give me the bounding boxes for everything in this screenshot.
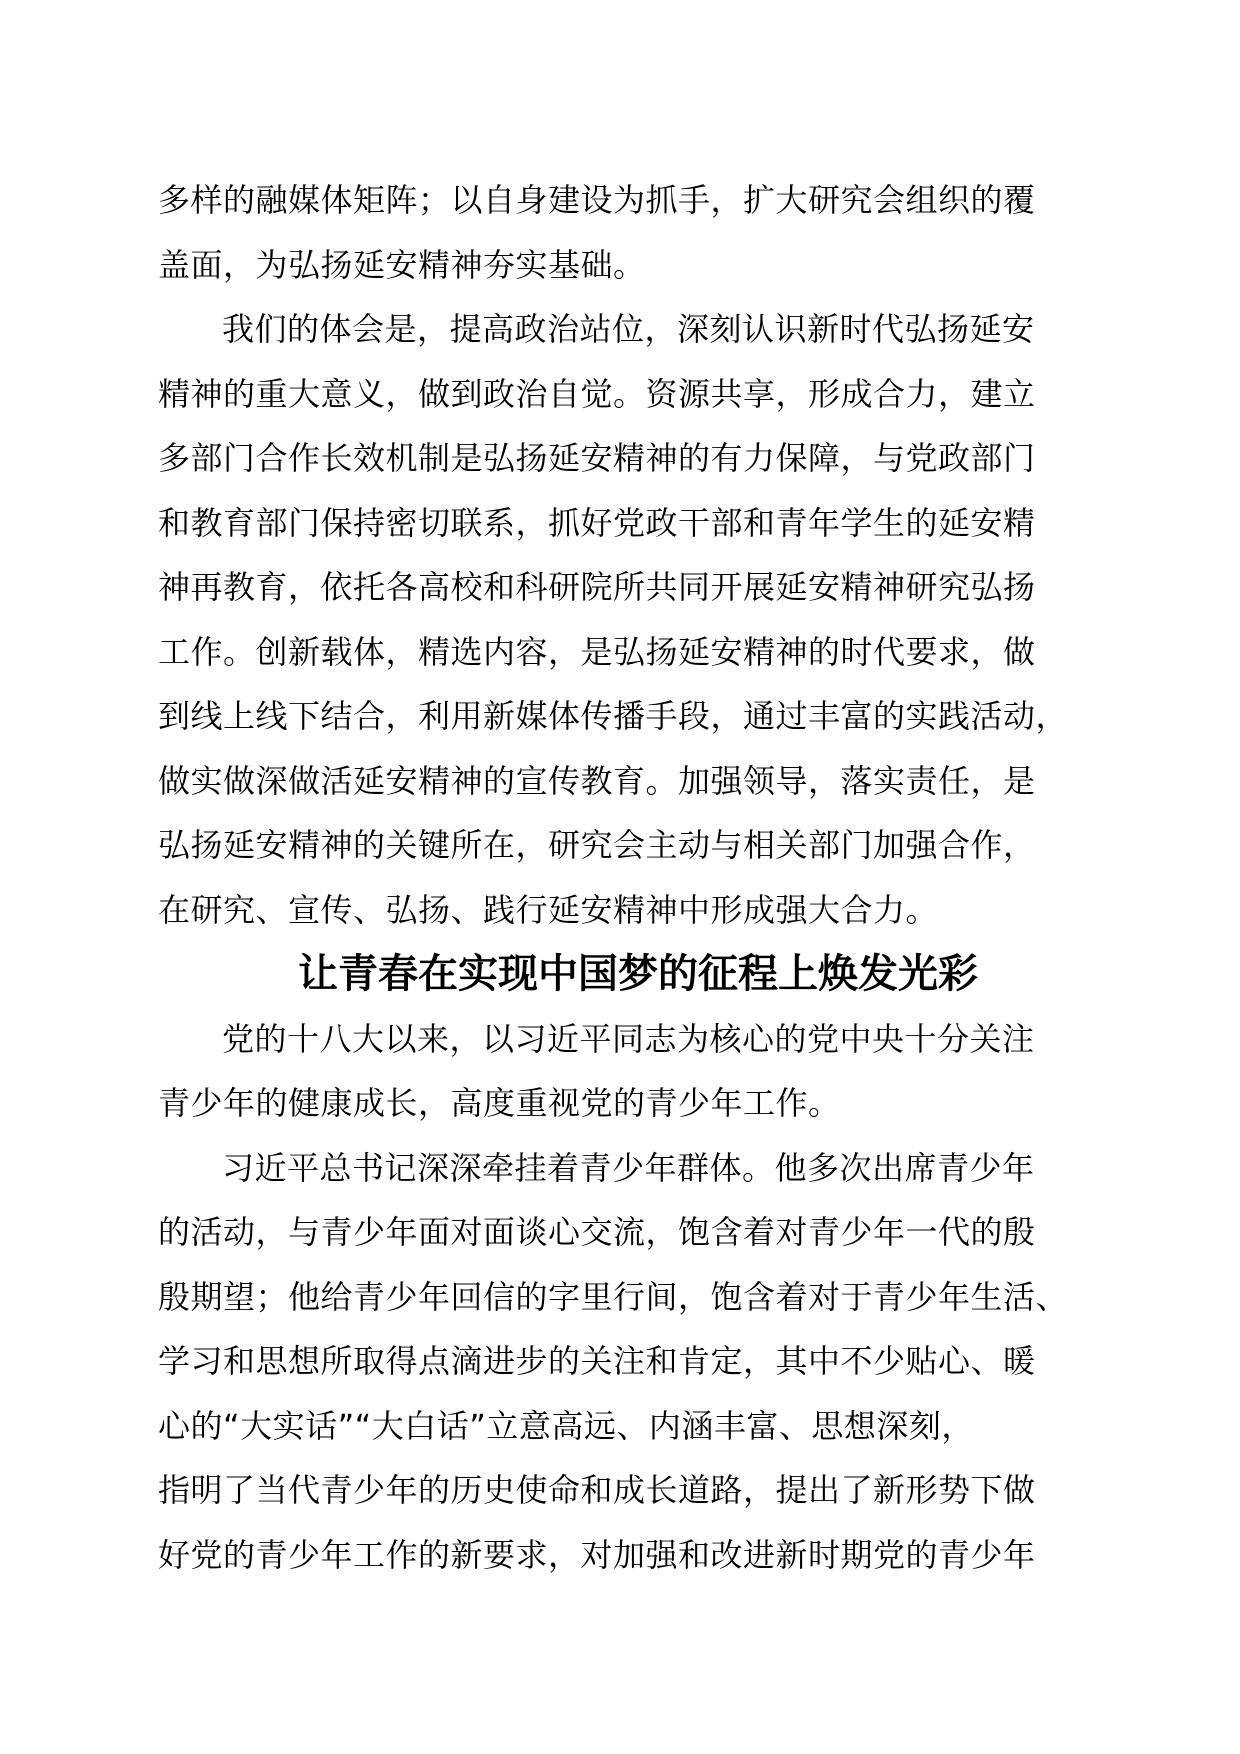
text-line: 精神的重大意义，做到政治自觉。资源共享，形成合力，建立	[158, 374, 1036, 413]
paragraph-intro	[158, 1007, 1118, 1136]
text-line: 盖面，为弘扬延安精神夯实基础。	[158, 245, 646, 284]
paragraph-continuation	[158, 168, 1118, 297]
text-line: 到线上线下结合，利用新媒体传播手段，通过丰富的实践活动，	[158, 697, 1069, 735]
text-line: 多样的融媒体矩阵；以自身建设为抓手，扩大研究会组织的覆	[158, 181, 1036, 219]
text-line: 弘扬延安精神的关键所在，研究会主动与相关部门加强合作，	[158, 826, 1036, 864]
paragraph-experience	[158, 297, 1118, 942]
text-line: 和教育部门保持密切联系，抓好党政干部和青年学生的延安精	[158, 503, 1036, 542]
text-line: 做实做深做活延安精神的宣传教育。加强领导，落实责任，是	[158, 761, 1036, 800]
text-line: 习近平总书记深深牵挂着青少年群体。他多次出席青少年	[222, 1148, 1035, 1187]
text-line: 的活动，与青少年面对面谈心交流，饱含着对青少年一代的殷	[158, 1213, 1036, 1251]
text-line: 青少年的健康成长，高度重视党的青少年工作。	[158, 1084, 841, 1122]
text-line: 心的“大实话”“大白话”立意高远、内涵丰富、思想深刻，	[158, 1406, 974, 1445]
text-line: 我们的体会是，提高政治站位，深刻认识新时代弘扬延安	[222, 310, 1035, 348]
text-line: 好党的青少年工作的新要求，对加强和改进新时期党的青少年	[158, 1535, 1036, 1574]
text-line: 学习和思想所取得点滴进步的关注和肯定，其中不少贴心、暖	[158, 1342, 1036, 1380]
text-line: 神再教育，依托各高校和科研院所共同开展延安精神研究弘扬	[158, 568, 1036, 606]
paragraph-concern	[158, 1136, 1118, 1588]
text-line: 指明了当代青少年的历史使命和成长道路，提出了新形势下做	[158, 1471, 1036, 1509]
text-line: 工作。创新载体，精选内容，是弘扬延安精神的时代要求，做	[158, 632, 1036, 671]
section-heading: 让青春在实现中国梦的征程上焕发光彩	[298, 951, 978, 997]
text-line: 殷期望；他给青少年回信的字里行间，饱含着对于青少年生活、	[158, 1277, 1069, 1316]
document-body	[158, 168, 1118, 1587]
text-line: 多部门合作长效机制是弘扬延安精神的有力保障，与党政部门	[158, 439, 1036, 477]
text-line: 党的十八大以来，以习近平同志为核心的党中央十分关注	[222, 1019, 1035, 1058]
text-line: 在研究、宣传、弘扬、践行延安精神中形成强大合力。	[158, 890, 939, 929]
